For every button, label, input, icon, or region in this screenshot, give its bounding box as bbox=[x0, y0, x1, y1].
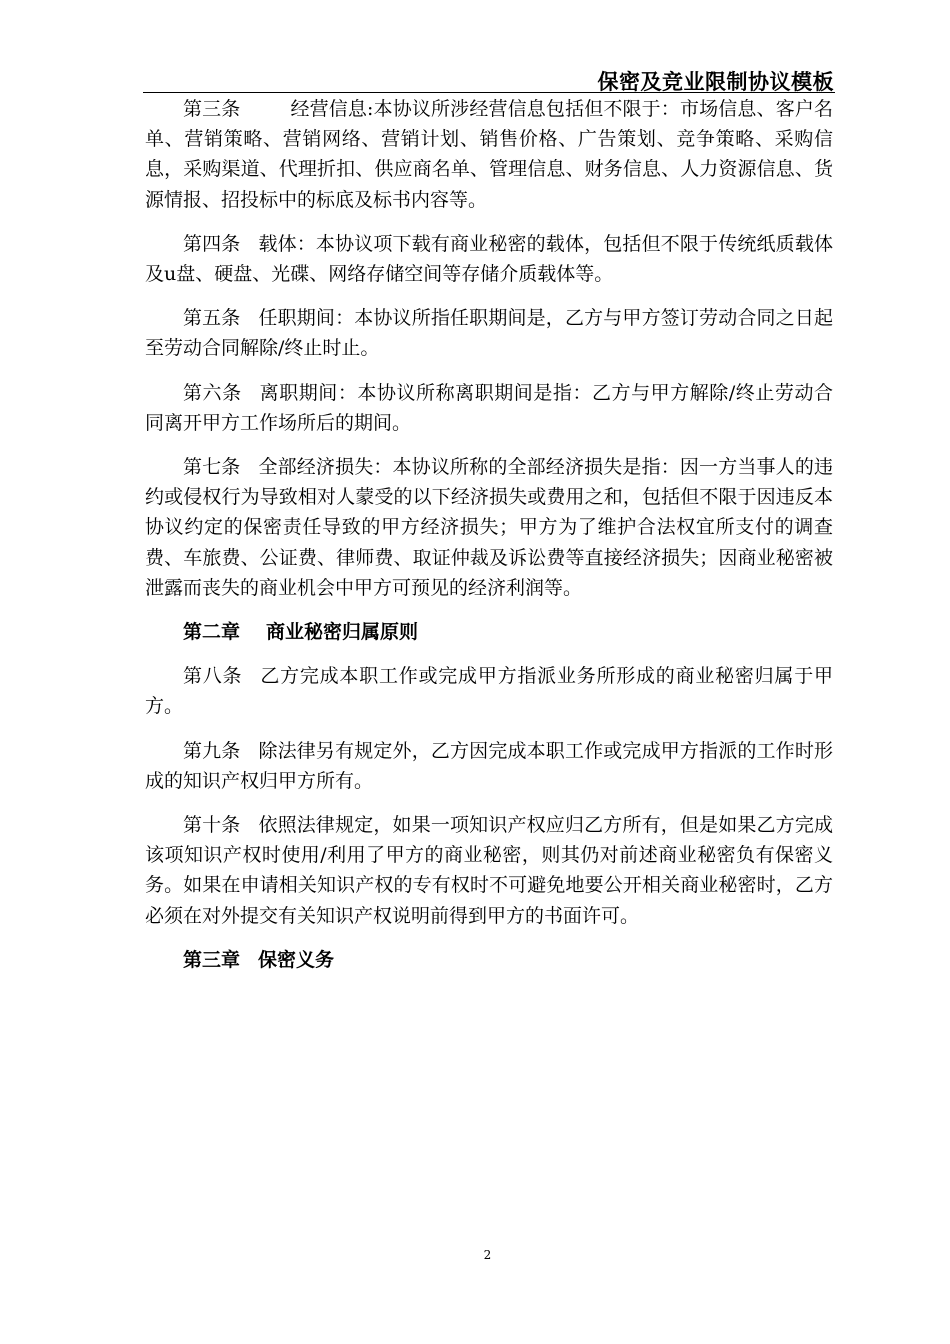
article-text: 全部经济损失：本协议所称的全部经济损失是指：因一方当事人的违约或侵权行为导致相对人蒙受的以下经济损失或费用之和，包括但不限于因违反本协议约定的保密责任导致的甲方经济损失；甲方为了维护合法权宜所支付的调查费、车旅费、公证费、律师费、取证仲裁及诉讼费等直接经济损失；因商业秘密被泄露而丧失的商业机会中甲方可预见的经济利润等。 bbox=[145, 456, 833, 599]
article-number: 第五条 bbox=[183, 307, 241, 330]
article-number: 第四条 bbox=[183, 232, 241, 255]
article-4 bbox=[145, 229, 833, 289]
article-text: 除法律另有规定外，乙方因完成本职工作或完成甲方指派的工作时形成的知识产权归甲方所有。 bbox=[145, 739, 833, 792]
article-number: 第三条 bbox=[183, 98, 241, 120]
article-text: 任职期间：本协议所指任职期间是，乙方与甲方签订劳动合同之日起至劳动合同解除/终止时止。 bbox=[145, 307, 833, 360]
article-10 bbox=[145, 810, 833, 931]
article-number: 第十条 bbox=[183, 814, 241, 837]
chapter-3-heading bbox=[145, 945, 833, 975]
article-text: 离职期间：本协议所称离职期间是指：乙方与甲方解除/终止劳动合同离开甲方工作场所后的期间。 bbox=[145, 381, 833, 434]
chapter-2-heading bbox=[145, 617, 833, 647]
article-text: 乙方完成本职工作或完成甲方指派业务所形成的商业秘密归属于甲方。 bbox=[145, 665, 833, 718]
article-number: 第六条 bbox=[183, 381, 242, 404]
chapter-title: 商业秘密归属原则 bbox=[266, 621, 419, 644]
chapter-number: 第三章 bbox=[183, 948, 241, 971]
chapter-number: 第二章 bbox=[183, 621, 241, 644]
article-3 bbox=[145, 94, 833, 215]
article-text: 经营信息:本协议所涉经营信息包括但不限于：市场信息、客户名单、营销策略、营销网络、营销计划、销售价格、广告策划、竞争策略、采购信息，采购渠道、代理折扣、供应商名单、管理信息、财务信息、人力资源信息、货源情报、招投标中的标底及标书内容等。 bbox=[145, 98, 833, 211]
article-text: 依照法律规定，如果一项知识产权应归乙方所有，但是如果乙方完成该项知识产权时使用/利用了甲方的商业秘密，则其仍对前述商业秘密负有保密义务。如果在申请相关知识产权的专有权时不可避免地要公开相关商业秘密时，乙方必须在对外提交有关知识产权说明前得到甲方的书面许可。 bbox=[145, 814, 833, 927]
article-6 bbox=[145, 378, 833, 438]
header-divider bbox=[143, 92, 835, 93]
article-9 bbox=[145, 736, 833, 796]
chapter-title: 保密义务 bbox=[258, 948, 335, 971]
article-5 bbox=[145, 303, 833, 363]
article-7 bbox=[145, 452, 833, 603]
document-header-title: 保密及竞业限制协议模板 bbox=[597, 70, 834, 94]
article-number: 第八条 bbox=[183, 665, 243, 688]
document-body bbox=[145, 94, 833, 989]
page-number: 2 bbox=[483, 1248, 492, 1262]
article-text: 载体：本协议项下载有商业秘密的载体，包括但不限于传统纸质载体及u盘、硬盘、光碟、网络存储空间等存储介质载体等。 bbox=[145, 232, 833, 286]
article-8 bbox=[145, 661, 833, 721]
article-number: 第九条 bbox=[183, 739, 241, 762]
article-number: 第七条 bbox=[183, 456, 241, 479]
